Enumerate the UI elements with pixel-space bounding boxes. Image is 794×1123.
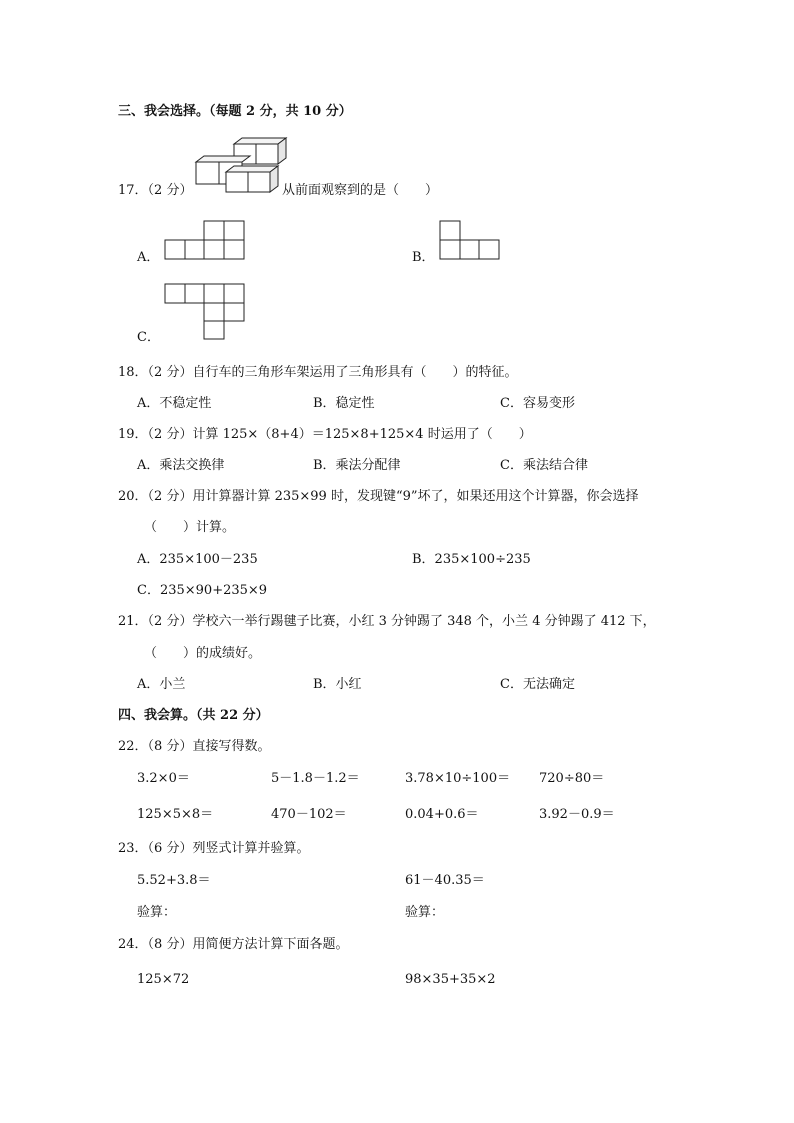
q23-check-label-2: 验算： — [405, 905, 445, 920]
q22-item: 720÷80＝ — [539, 771, 605, 786]
q23-check-label-1: 验算： — [137, 905, 177, 920]
q21-stem-line-2: （ ）的成绩好。 — [144, 646, 262, 661]
q24-item-1: 125×72 — [137, 972, 190, 987]
q21-stem-line-1: 21．（2 分）学校六一举行踢毽子比赛，小红 3 分钟踢了 348 个，小兰 4 分钟踢了 412 下， — [118, 614, 656, 629]
q24-stem: 24．（8 分）用简便方法计算下面各题。 — [118, 937, 349, 952]
q17-option-a-label[interactable]: A． — [137, 250, 160, 265]
q18-option-a[interactable]: A．不稳定性 — [137, 396, 212, 411]
q17-option-c-figure[interactable] — [164, 283, 246, 341]
q23-item-1: 5.52+3.8＝ — [137, 873, 211, 888]
section-4-title: 四、我会算。（共 22 分） — [118, 708, 269, 723]
q22-item: 470－102＝ — [271, 807, 347, 822]
q24-item-2: 98×35+35×2 — [405, 972, 496, 987]
q19-stem: 19．（2 分）计算 125×（8+4）＝125×8+125×4 时运用了（ ） — [118, 427, 532, 442]
section-3-title: 三、我会选择。（每题 2 分，共 10 分） — [118, 104, 352, 119]
q19-option-a[interactable]: A．乘法交换律 — [137, 458, 225, 473]
q20-stem-line-1: 20．（2 分）用计算器计算 235×99 时，发现键“9”坏了，如果还用这个计算器，你会选择 — [118, 489, 639, 504]
q22-item: 3.78×10÷100＝ — [405, 771, 511, 786]
q22-item: 125×5×8＝ — [137, 807, 214, 822]
q22-item: 0.04+0.6＝ — [405, 807, 479, 822]
q20-option-c[interactable]: C．235×90+235×9 — [137, 583, 268, 598]
q19-option-b[interactable]: B．乘法分配律 — [313, 458, 401, 473]
q21-option-b[interactable]: B．小红 — [313, 677, 362, 692]
q22-item: 5－1.8－1.2＝ — [271, 771, 360, 786]
q23-item-2: 61－40.35＝ — [405, 873, 485, 888]
q22-item: 3.92－0.9＝ — [539, 807, 615, 822]
q17-question-text: 从前面观察到的是（ ） — [282, 183, 439, 198]
q19-option-c[interactable]: C．乘法结合律 — [500, 458, 588, 473]
q20-stem-line-2: （ ）计算。 — [144, 520, 236, 535]
q23-stem: 23．（6 分）列竖式计算并验算。 — [118, 841, 310, 856]
cube-stack-figure — [192, 136, 284, 194]
q22-stem: 22．（8 分）直接写得数。 — [118, 739, 271, 754]
q17-option-b-label[interactable]: B． — [412, 250, 435, 265]
q17-option-b-figure[interactable] — [439, 220, 501, 260]
q20-option-a[interactable]: A．235×100－235 — [137, 552, 258, 567]
q17-number: 17．（2 分） — [118, 183, 193, 198]
q18-option-b[interactable]: B．稳定性 — [313, 396, 375, 411]
q20-option-b[interactable]: B．235×100÷235 — [412, 552, 531, 567]
q17-option-c-label[interactable]: C． — [137, 330, 160, 345]
q18-stem: 18．（2 分）自行车的三角形车架运用了三角形具有（ ）的特征。 — [118, 365, 518, 380]
q22-item: 3.2×0＝ — [137, 771, 190, 786]
q21-option-c[interactable]: C．无法确定 — [500, 677, 575, 692]
q21-option-a[interactable]: A．小兰 — [137, 677, 186, 692]
q18-option-c[interactable]: C．容易变形 — [500, 396, 575, 411]
q17-option-a-figure[interactable] — [164, 220, 246, 260]
